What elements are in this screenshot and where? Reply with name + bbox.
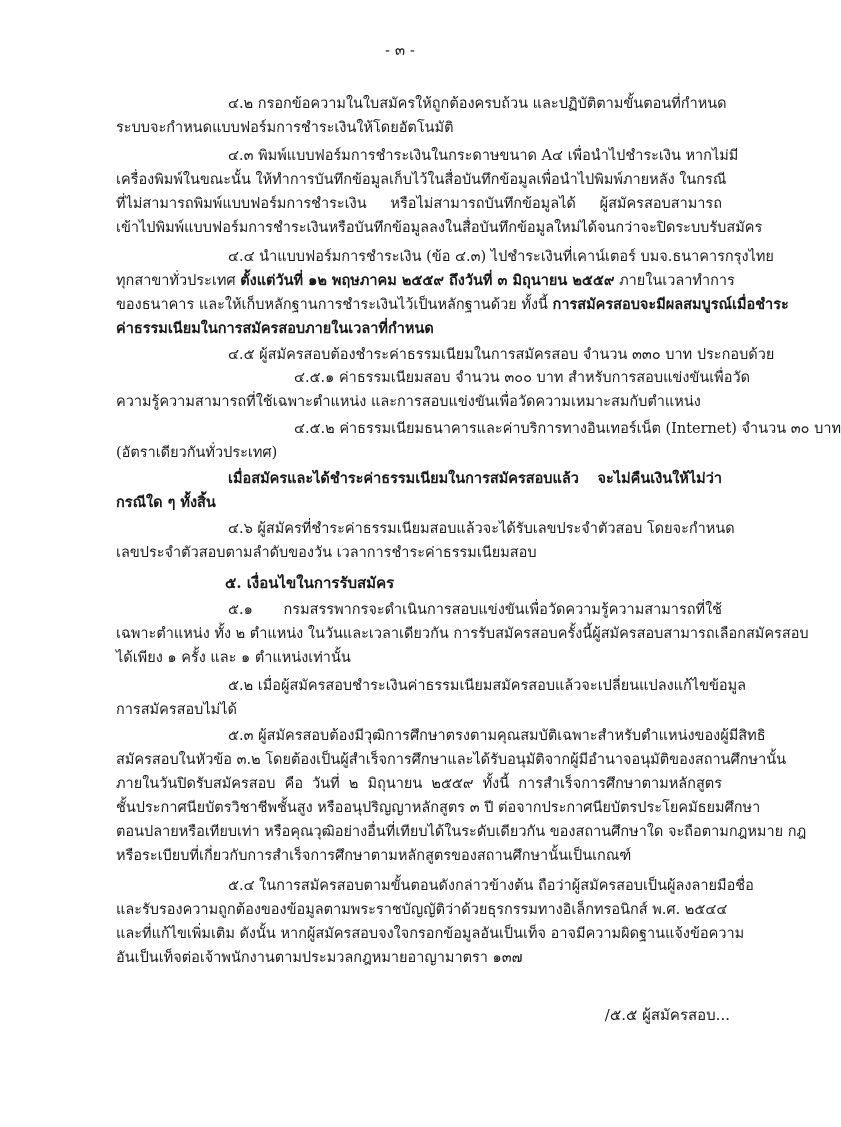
text-line: เครื่องพิมพ์ในขณะนั้น ให้ทำการบันทึกข้อมูลเก็บไว้ในสื่อบันทึกข้อมูลเพื่อนำไปพิมพ์ภายหลัง ในกรณี — [116, 172, 727, 188]
emphasis-text: การสมัครสอบจะมีผลสมบูรณ์เมื่อชำระ — [552, 296, 789, 313]
text-span: ภายในเวลาทำการ — [614, 273, 735, 289]
text-line: เมื่อสมัครและได้ชำระค่าธรรมเนียมในการสมัครสอบแล้ว จะไม่คืนเงินให้ไม่ว่า — [228, 470, 722, 487]
text-line: การสมัครสอบไม่ได้ — [116, 702, 237, 718]
paragraph-5-1 — [116, 598, 809, 670]
text-line: ๕.๑ กรมสรรพากรจะดำเนินการสอบแข่งขันเพื่อวัดความรู้ความสามารถที่ใช้ — [228, 602, 722, 618]
section-5-heading: ๕. เงื่อนไขในการรับสมัคร — [225, 574, 395, 592]
emphasis-text: ค่าธรรมเนียมในการสมัครสอบภายในเวลาที่กำหนด — [116, 320, 434, 337]
text-line: ๔.๔ นำแบบฟอร์มการชำระเงิน (ข้อ ๔.๓) ไปชำระเงินที่เคาน์เตอร์ บมจ.ธนาคารกรุงไทย — [228, 249, 774, 265]
text-line: กรณีใด ๆ ทั้งสิ้น — [116, 494, 216, 511]
text-line: ได้เพียง ๑ ครั้ง และ ๑ ตำแหน่งเท่านั้น — [116, 650, 351, 666]
paragraph-4-2 — [116, 92, 727, 140]
text-line: ๕.๔ ในการสมัครสอบตามขั้นตอนดังกล่าวข้างต้น ถือว่าผู้สมัครสอบเป็นผู้ลงลายมือชื่อ — [228, 878, 754, 894]
text-line: ๕.๒ เมื่อผู้สมัครสอบชำระเงินค่าธรรมเนียมสมัครสอบแล้วจะเปลี่ยนแปลงแก้ไขข้อมูล — [228, 678, 747, 694]
text-line: ที่ไม่สามารถพิมพ์แบบฟอร์มการชำระเงิน หรือไม่สามารถบันทึกข้อมูลได้ ผู้สมัครสอบสามารถ — [116, 196, 722, 212]
text-line: ภายในวันปิดรับสมัครสอบ คือ วันที่ ๒ มิถุนายน ๒๕๕๙ ทั้งนี้ การสำเร็จการศึกษาตามหลักสูตร — [116, 776, 722, 792]
paragraph-4-5-1 — [116, 366, 751, 414]
paragraph-4-5-2 — [116, 417, 841, 465]
text-line: ๕.๓ ผู้สมัครสอบต้องมีวุฒิการศึกษาตรงตามคุณสมบัติเฉพาะสำหรับตำแหน่งของผู้มีสิทธิ — [228, 728, 766, 744]
text-line: ๔.๕.๒ ค่าธรรมเนียมธนาคารและค่าบริการทางอินเทอร์เน็ต (Internet) จำนวน ๓๐ บาท — [294, 421, 841, 437]
text-line — [116, 269, 735, 293]
continuation-marker: /๕.๕ ผู้สมัครสอบ... — [604, 1006, 730, 1024]
text-span: ของธนาคาร และให้เก็บหลักฐานการชำระเงินไว้เป็นหลักฐานด้วย ทั้งนี้ — [116, 297, 553, 313]
text-line: หรือระเบียบที่เกี่ยวกับการสำเร็จการศึกษาตามหลักสูตรของสถานศึกษานั้นเป็นเกณฑ์ — [116, 848, 632, 864]
text-line: ความรู้ความสามารถที่ใช้เฉพาะตำแหน่ง และการสอบแข่งขันเพื่อวัดความเหมาะสมกับตำแหน่ง — [116, 394, 701, 410]
text-line: เข้าไปพิมพ์แบบฟอร์มการชำระเงินหรือบันทึกข้อมูลลงในสื่อบันทึกข้อมูลใหม่ได้จนกว่าจะปิดระบบรับสมัคร — [116, 220, 763, 236]
text-line: และรับรองความถูกต้องของข้อมูลตามพระราชบัญญัติว่าด้วยธุรกรรมทางอิเล็กทรอนิกส์ พ.ศ. ๒๕๔๔ — [116, 902, 728, 918]
text-line: ๔.๕.๑ ค่าธรรมเนียมสอบ จำนวน ๓๐๐ บาท สำหรับการสอบแข่งขันเพื่อวัด — [294, 370, 751, 386]
emphasis-dates: ตั้งแต่วันที่ ๑๒ พฤษภาคม ๒๕๕๙ ถึงวันที่ ๓ มิถุนายน ๒๕๕๙ — [240, 272, 615, 289]
paragraph-5-2 — [116, 674, 747, 722]
paragraph-4-3 — [116, 144, 763, 240]
text-line: และที่แก้ไขเพิ่มเติม ดังนั้น หากผู้สมัครสอบจงใจกรอกข้อมูลอันเป็นเท็จ อาจมีความผิดฐานแจ้งข้อความ — [116, 926, 745, 942]
text-line: อันเป็นเท็จต่อเจ้าพนักงานตามประมวลกฎหมายอาญามาตรา ๑๓๗ — [116, 950, 523, 966]
text-line: ระบบจะกำหนดแบบฟอร์มการชำระเงินให้โดยอัตโนมัติ — [116, 120, 454, 136]
paragraph-5-3 — [116, 724, 807, 868]
paragraph-4-6 — [116, 517, 735, 565]
text-span: ทุกสาขาทั่วประเทศ — [116, 273, 241, 289]
text-line: ๔.๖ ผู้สมัครที่ชำระค่าธรรมเนียมสอบแล้วจะได้รับเลขประจำตัวสอบ โดยจะกำหนด — [228, 521, 735, 537]
text-line: ๔.๕ ผู้สมัครสอบต้องชำระค่าธรรมเนียมในการสมัครสอบ จำนวน ๓๓๐ บาท ประกอบด้วย — [228, 347, 775, 363]
text-line: (อัตราเดียวกันทั่วประเทศ) — [116, 445, 278, 461]
paragraph-4-5 — [116, 343, 775, 367]
paragraph-5-4 — [116, 874, 754, 970]
text-line: ๔.๒ กรอกข้อความในใบสมัครให้ถูกต้องครบถ้วน และปฏิบัติตามขั้นตอนที่กำหนด — [228, 96, 727, 112]
text-line: เฉพาะตำแหน่ง ทั้ง ๒ ตำแหน่ง ในวันและเวลาเดียวกัน การรับสมัครสอบครั้งนี้ผู้สมัครสอบสามารถเลือกสมัครสอบ — [116, 626, 809, 642]
text-line: ๔.๓ พิมพ์แบบฟอร์มการชำระเงินในกระดาษขนาด A๔ เพื่อนำไปชำระเงิน หากไม่มี — [228, 148, 739, 164]
text-line: ตอนปลายหรือเทียบเท่า หรือคุณวุฒิอย่างอื่นที่เทียบได้ในระดับเดียวกัน ของสถานศึกษาใด จะถือตามกฎหมาย กฎ — [116, 824, 807, 840]
text-line — [116, 293, 789, 317]
page-number: - ๓ - — [385, 41, 415, 59]
paragraph-4-4 — [116, 245, 789, 341]
paragraph-no-refund — [116, 467, 722, 515]
text-line: สมัครสอบในหัวข้อ ๓.๒ โดยต้องเป็นผู้สำเร็จการศึกษาและได้รับอนุมัติจากผู้มีอำนาจอนุมัติของสถานศึกษานั้น — [116, 752, 787, 768]
text-line: เลขประจำตัวสอบตามลำดับของวัน เวลาการชำระค่าธรรมเนียมสอบ — [116, 545, 537, 561]
text-line: ชั้นประกาศนียบัตรวิชาชีพชั้นสูง หรืออนุปริญญาหลักสูตร ๓ ปี ต่อจากประกาศนียบัตรประโยคมัธยมศึกษา — [116, 800, 761, 816]
